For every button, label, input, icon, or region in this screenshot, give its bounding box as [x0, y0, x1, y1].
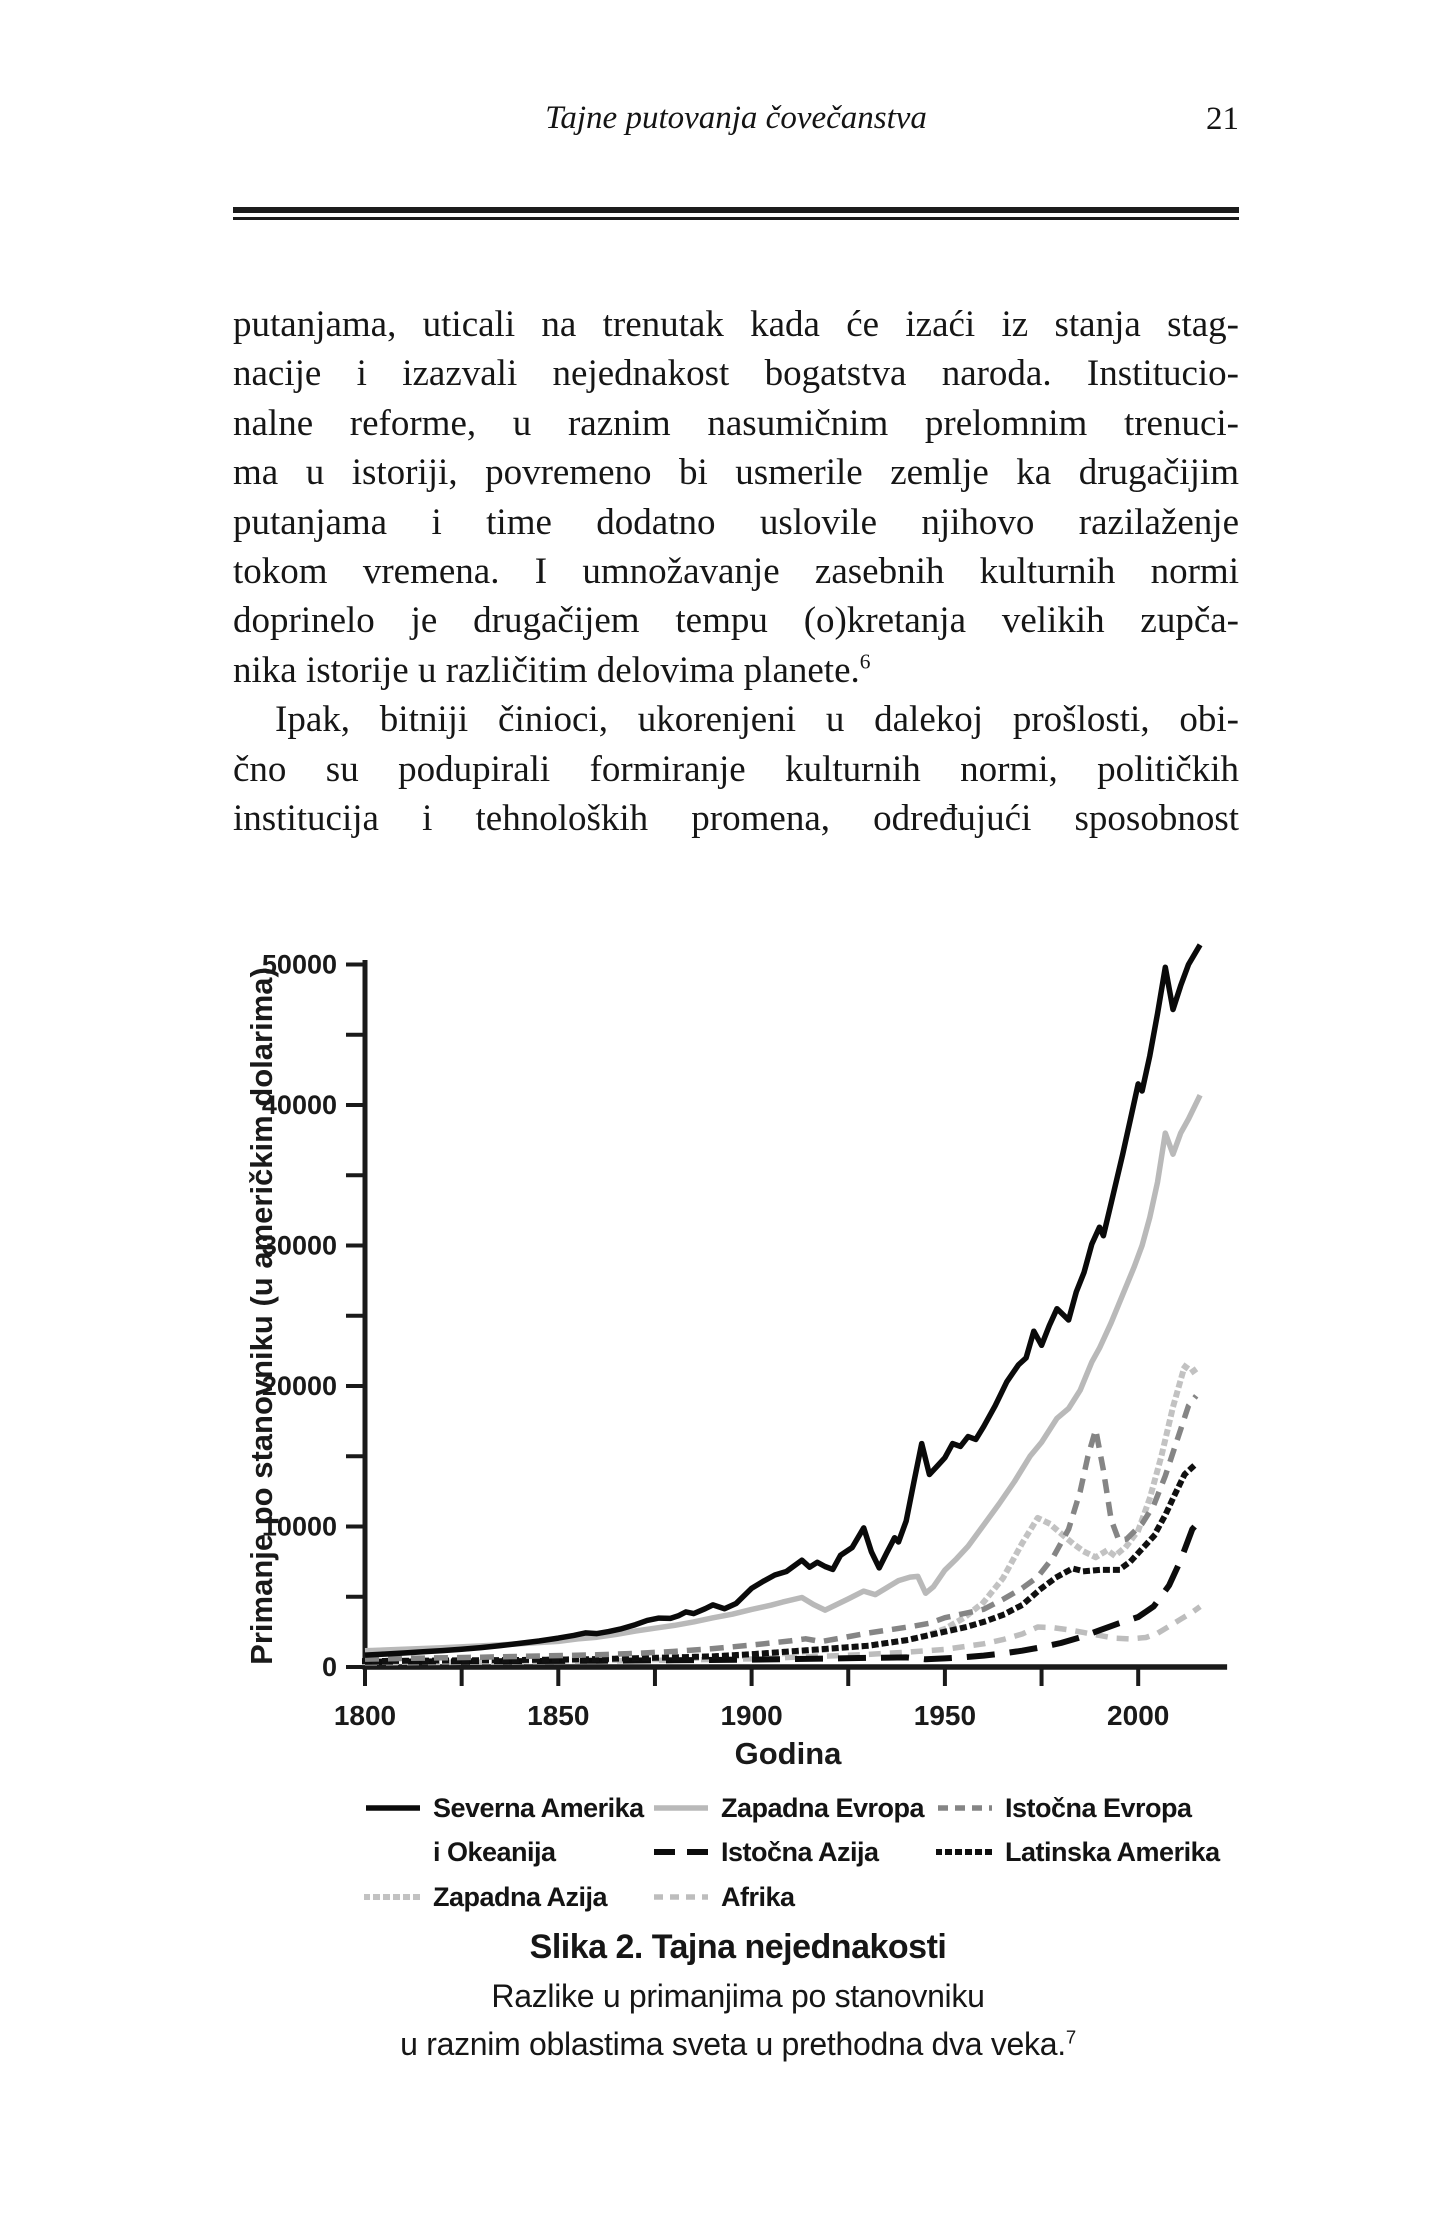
income-per-capita-chart: [180, 640, 1270, 1780]
y-tick-label: 10000: [261, 1511, 337, 1542]
body-line-text: nacije i izazvali nejednakost bogatstva naroda. Institucio-: [233, 353, 1239, 395]
legend-item: [364, 1832, 556, 1872]
series-line-istocna_evropa: [365, 1396, 1196, 1659]
series-line-latinska_amerika: [365, 1467, 1200, 1661]
body-line-text: doprinelo je drugačijem tempu (o)kretanja velikih zupča-: [233, 600, 1239, 642]
legend-item: [652, 1788, 924, 1828]
body-line-text: institucija i tehnoloških promena, određujući sposobnost: [233, 797, 1239, 839]
legend-label: Zapadna Evropa: [721, 1792, 925, 1823]
caption-text: u raznim oblastima sveta u prethodna dva veka.: [400, 2026, 1066, 2062]
footnote-mark: 7: [1065, 2026, 1076, 2048]
y-tick-label: 50000: [261, 949, 337, 980]
legend-row: [0, 1877, 1445, 1917]
y-tick-label: 30000: [261, 1230, 337, 1261]
legend-swatch-istocna_azija: [652, 1845, 710, 1859]
caption-title: Slika 2. Tajna nejednakosti: [529, 1928, 947, 1966]
legend-swatch-istocna_evropa: [936, 1801, 994, 1815]
legend-row: [0, 1788, 1445, 1828]
body-line: [233, 547, 1239, 596]
legend-item: [936, 1832, 1220, 1872]
legend-label: Istočna Azija: [721, 1836, 879, 1867]
legend-item: [364, 1877, 607, 1917]
x-tick-label: 1950: [913, 1700, 977, 1731]
body-line-text: ma u istoriji, povremeno bi usmerile zemlje ka drugačijim: [233, 452, 1239, 494]
legend-swatch-latinska_amerika: [936, 1845, 994, 1859]
footnote-mark: 6: [859, 649, 871, 674]
body-line-text: putanjama i time dodatno uslovile njihovo razilaženje: [233, 501, 1239, 543]
legend-label: Latinska Amerika: [1005, 1836, 1220, 1867]
legend-item: [936, 1788, 1192, 1828]
body-line-text: nalne reforme, u raznim nasumičnim prelomnim trenuci-: [233, 402, 1239, 444]
body-line-text: nika istorije u različitim delovima planete.: [233, 649, 860, 691]
legend-item: [364, 1788, 644, 1828]
legend-swatch-blank: [364, 1845, 422, 1859]
body-line: [233, 498, 1239, 547]
legend-item: [652, 1877, 795, 1917]
body-line: [233, 300, 1239, 349]
x-tick-label: 1900: [720, 1700, 783, 1731]
body-line: [233, 399, 1239, 448]
legend-row: [0, 1832, 1445, 1872]
legend-swatch-afrika: [652, 1890, 710, 1904]
legend-item: [652, 1832, 879, 1872]
x-axis-label: Godina: [734, 1736, 842, 1771]
body-line-text: putanjama, uticali na trenutak kada će izaći iz stanja stag-: [233, 304, 1239, 345]
x-tick-label: 1850: [527, 1700, 590, 1731]
figure-caption: [183, 1922, 1293, 2068]
caption-subtitle-line: [183, 2020, 1293, 2068]
body-line-text: čno su podupirali formiranje kulturnih normi, političkih: [233, 748, 1239, 790]
legend-label: Severna Amerika: [433, 1792, 644, 1823]
body-line-text: Ipak, bitniji činioci, ukorenjeni u dalekoj prošlosti, obi-: [275, 699, 1239, 741]
y-tick-label: 0: [321, 1652, 337, 1682]
running-header-title: Tajne putovanja čovečanstva: [545, 100, 927, 136]
x-tick-label: 2000: [1107, 1700, 1170, 1731]
header-rule: [233, 207, 1239, 220]
legend-label: Istočna Evropa: [1005, 1792, 1192, 1823]
y-tick-label: 20000: [261, 1371, 337, 1401]
legend-label: Zapadna Azija: [433, 1881, 608, 1912]
y-axis-label: Primanje po stanovniku (u američkim dolarima): [244, 967, 279, 1665]
legend-label: Afrika: [721, 1881, 795, 1912]
running-header: [233, 98, 1239, 154]
body-line-text: tokom vremena. I umnožavanje zasebnih kulturnih normi: [233, 550, 1239, 592]
legend-label: i Okeanija: [433, 1836, 556, 1867]
y-tick-label: 40000: [261, 1090, 337, 1120]
chart-legend: [0, 1788, 1445, 1928]
body-line: [233, 596, 1239, 645]
page-number: 21: [1206, 101, 1239, 137]
legend-swatch-zapadna_azija: [364, 1890, 422, 1904]
legend-swatch-zapadna_evropa: [652, 1801, 710, 1815]
body-line: [233, 448, 1239, 497]
body-line: [233, 349, 1239, 398]
legend-swatch-severna_amerika_okeanija: [364, 1801, 422, 1815]
x-tick-label: 1800: [333, 1700, 397, 1731]
caption-subtitle-line: Razlike u primanjima po stanovniku: [491, 1978, 985, 2014]
